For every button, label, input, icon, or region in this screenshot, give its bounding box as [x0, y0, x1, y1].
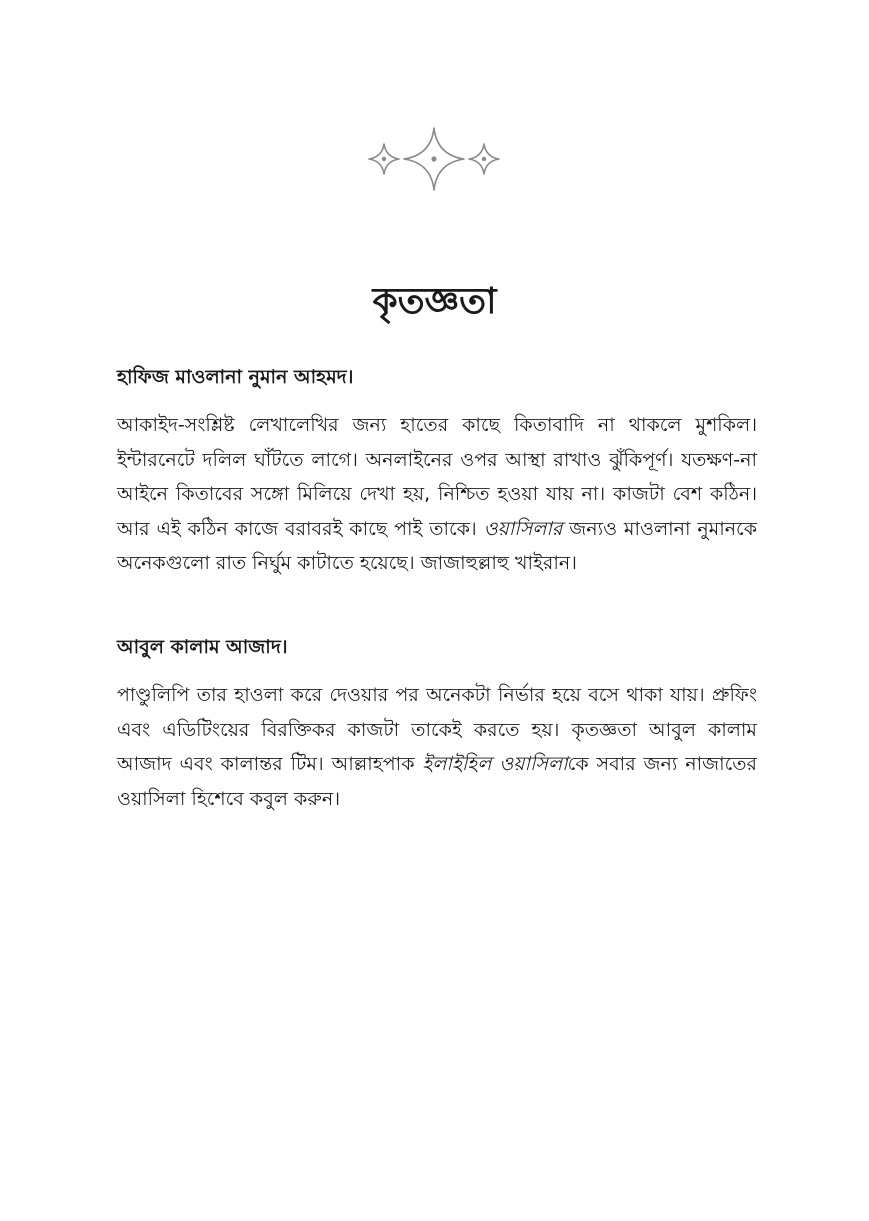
acknowledgement-section-2 [117, 632, 757, 816]
acknowledgement-section-1 [117, 362, 757, 581]
section-paragraph [117, 408, 757, 581]
page-title: কৃতজ্ঞতা [372, 281, 497, 322]
paragraph-text: পাণ্ডুলিপি তার হাওলা করে দেওয়ার পর অনেকটা নির্ভার হয়ে বসে থাকা যায়। প্রুফিং এবং এডিটিংয়ের বিরক্তিকর কাজটা তাকেই করতে হয়। কৃতজ্ঞতা আবুল কালাম আজাদ এবং কালান্তর টিম। আল্লাহপাক [117, 684, 757, 775]
section-heading: হাফিজ মাওলানা নুমান আহমদ। [117, 366, 354, 388]
paragraph-text: কে সবার জন্য নাজাতের ওয়াসিলা হিশেবে কবুল করুন। [117, 753, 758, 810]
paragraph-text: জন্যও মাওলানা নুমানকে অনেকগুলো রাত নির্ঘুম কাটাতে হয়েছে। জাজাহুল্লাহু খাইরান। [117, 517, 757, 574]
three-star-ornament-icon [364, 126, 504, 192]
section-paragraph [117, 678, 757, 816]
section-heading: আবুল কালাম আজাদ। [117, 636, 288, 658]
paragraph-text: আকাইদ-সংশ্লিষ্ট লেখালেখির জন্য হাতের কাছে কিতাবাদি না থাকলে মুশকিল। ইন্টারনেটে দলিল ঘাঁটতে লাগে। অনলাইনের ওপর আস্থা রাখাও ঝুঁকিপূর্ণ। যতক্ষণ-না আইনে কিতাবের সঙ্গো মিলিয়ে দেখা হয়, নিশ্চিত হওয়া যায় না। কাজটা বেশ কঠিন। আর এই কঠিন কাজে বরাবরই কাছে পাই তাকে। [117, 414, 757, 540]
italic-book-title: ওয়াসিলার [483, 517, 563, 540]
italic-book-title: ইলাইহিল ওয়াসিলা [422, 753, 568, 775]
